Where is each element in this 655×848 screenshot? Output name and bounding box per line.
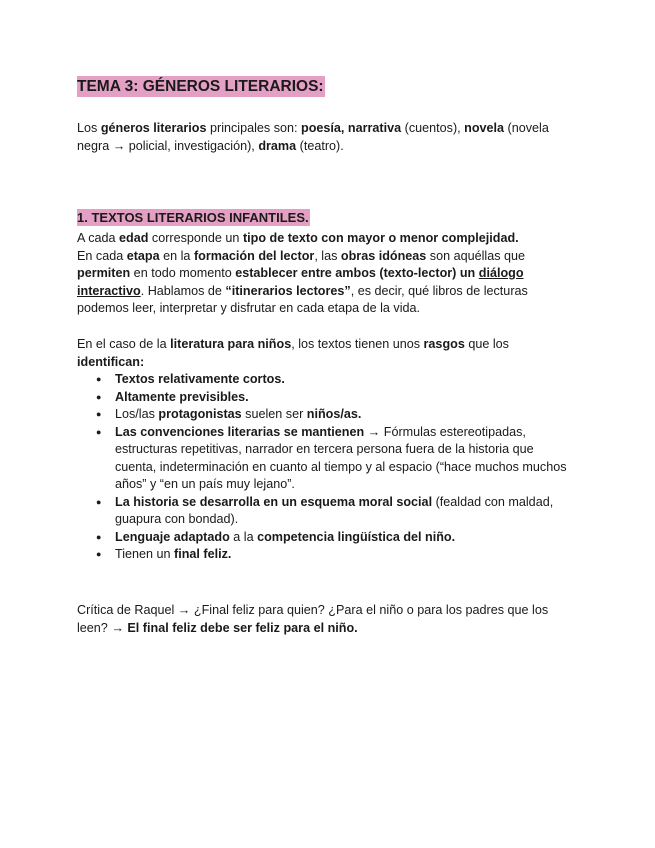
bold-run: establecer entre ambos (texto-lector) un: [235, 266, 479, 280]
text-run: . Hablamos de: [140, 283, 226, 298]
text-run: suelen ser: [241, 407, 307, 421]
text-run: principales son:: [206, 121, 302, 135]
bold-run: identifican:: [77, 354, 145, 369]
section-paragraph-1: [77, 230, 567, 318]
bold-run: protagonistas: [158, 407, 242, 421]
text-run: Crítica de Raquel → ¿Final feliz para quien? ¿Para el niño o para los padres que los leen? →: [77, 603, 549, 635]
bold-run: poesía, narrativa: [301, 121, 402, 135]
bold-run: Las convenciones literarias se mantienen →: [115, 424, 384, 439]
text-run: Los/las: [115, 407, 159, 421]
text-run: a la: [229, 529, 258, 544]
bold-run: Altamente previsibles.: [115, 389, 249, 404]
bold-run: tipo de texto con mayor o menor complejidad.: [242, 231, 519, 245]
text-run: en la: [159, 248, 194, 263]
text-run: que los: [464, 337, 509, 351]
text-run: , los textos tienen unos: [291, 337, 424, 351]
list-item: [77, 546, 567, 564]
text-run: A cada: [77, 231, 120, 245]
text-run: En el caso de la: [77, 337, 171, 351]
bold-run: Lenguaje adaptado: [115, 529, 230, 544]
list-item: [77, 389, 567, 407]
text-run: corresponde un: [148, 231, 243, 245]
text-run: , las: [314, 248, 341, 263]
intro-paragraph: [77, 120, 567, 155]
list-item: [77, 494, 567, 529]
text-run: , es decir, qué libros de lecturas podemos leer, interpretar y disfrutar en cada etapa de la vida.: [77, 283, 528, 315]
text-run: (teatro).: [296, 138, 344, 153]
list-item: [77, 406, 567, 424]
rasgos-list: [77, 371, 567, 564]
text-run: Los: [77, 121, 101, 135]
bold-run: “itinerarios lectores”: [225, 283, 351, 298]
section-paragraph-2: [77, 336, 567, 371]
text-run: (cuentos),: [401, 121, 465, 135]
bold-run: La historia se desarrolla en un esquema moral social: [115, 494, 433, 509]
bold-run: Textos relativamente cortos.: [115, 372, 285, 386]
list-item: [77, 424, 567, 494]
bold-run: competencia lingüística del niño.: [257, 529, 456, 544]
bold-run: formación del lector: [193, 248, 315, 263]
text-run: son aquéllas que: [426, 248, 526, 263]
bold-run: rasgos: [423, 337, 465, 351]
bold-run: novela: [464, 121, 505, 135]
text-run: Tienen un: [115, 547, 175, 561]
list-item: [77, 529, 567, 547]
underlined-bold-run: diálogo interactivo: [77, 266, 524, 298]
text-run: Fórmulas estereotipadas, estructuras repetitivas, narrador en tercera persona fuera de la historia que cuenta, indeterminación en cuanto al tiempo y al espacio (“hace muchos muchos años” y “en un país muy lejano”.: [115, 424, 567, 491]
bold-run: edad: [119, 231, 149, 245]
text-run: en todo momento: [130, 266, 236, 280]
bold-run: géneros literarios: [100, 121, 207, 135]
section-heading: 1. TEXTOS LITERARIOS INFANTILES.: [77, 210, 309, 225]
bold-run: obras idóneas: [340, 248, 427, 263]
bold-run: permiten: [77, 266, 131, 280]
list-item: [77, 371, 567, 389]
text-run: (novela negra → policial, investigación),: [77, 121, 549, 153]
bold-run: El final feliz debe ser feliz para el niño.: [127, 620, 358, 635]
bold-run: drama: [258, 138, 297, 153]
text-run: En cada: [77, 248, 127, 263]
bold-run: final feliz.: [174, 547, 232, 561]
bold-run: niños/as.: [306, 407, 362, 421]
bold-run: literatura para niños: [170, 337, 292, 351]
critica-paragraph: [77, 602, 567, 637]
text-run: (fealdad con maldad, guapura con bondad).: [115, 494, 554, 526]
page-title: TEMA 3: GÉNEROS LITERARIOS:: [77, 78, 324, 95]
bold-run: etapa: [126, 248, 160, 263]
